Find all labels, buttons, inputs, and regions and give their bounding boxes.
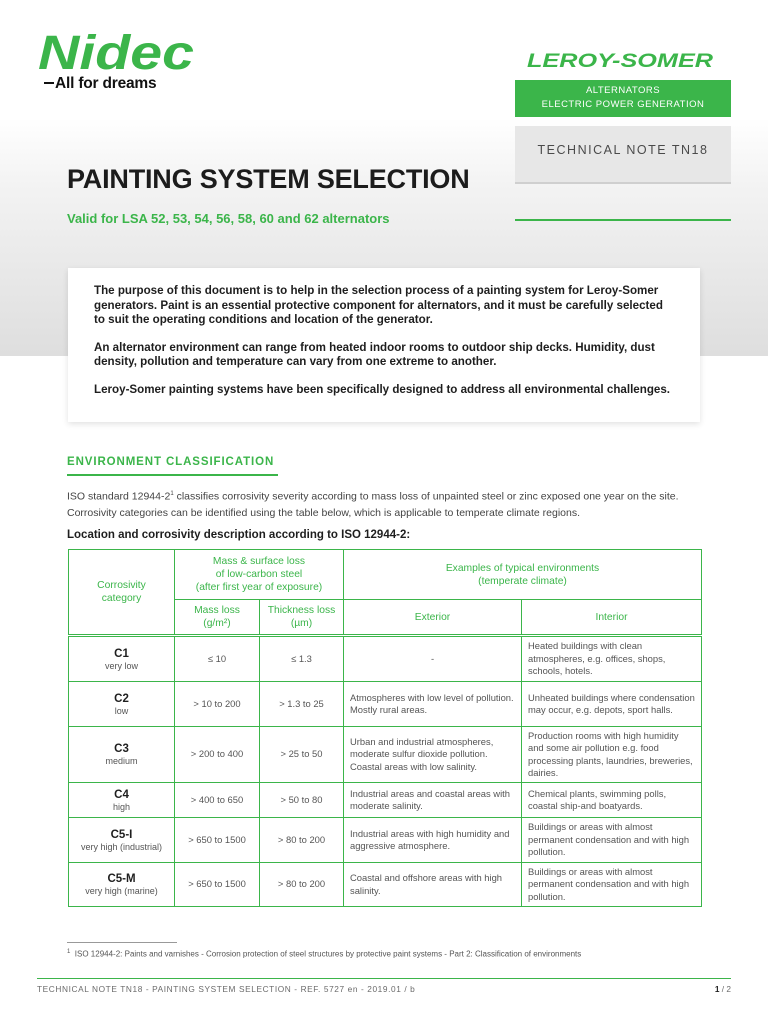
mass-loss-cell: > 650 to 1500 [175, 863, 260, 907]
header-corrosivity-category [69, 550, 175, 635]
footer-text: TECHNICAL NOTE TN18 - PAINTING SYSTEM SELECTION - REF. 5727 en - 2019.01 / b [37, 984, 416, 994]
category-code: C3 [114, 743, 129, 755]
body-text-part-1: ISO standard 12944-2 [67, 490, 171, 503]
thickness-loss-cell: > 1.3 to 25 [260, 682, 344, 727]
thickness-loss-cell: > 80 to 200 [260, 863, 344, 907]
technical-note-label: TECHNICAL NOTE TN18 [537, 143, 709, 157]
category-code: C5-M [107, 873, 136, 885]
page-subtitle: Valid for LSA 52, 53, 54, 56, 58, 60 and 62 alternators [67, 211, 390, 226]
page-current: 1 [714, 984, 720, 994]
leroy-somer-wordmark-graphic [515, 42, 725, 78]
thickness-loss-cell: ≤ 1.3 [260, 637, 344, 682]
category-desc: high [112, 801, 130, 812]
table-row [69, 727, 702, 783]
category-code: C2 [114, 692, 129, 705]
title-divider [515, 219, 731, 221]
footnote [67, 949, 581, 959]
header-category-text: Corrosivity category [97, 580, 146, 604]
header-mass-loss-line-2: (g/m²) [203, 618, 231, 629]
exterior-cell: Coastal and offshore areas with high salinity. [344, 863, 522, 907]
interior-cell: Chemical plants, swimming polls, coastal ship-and boatyards. [522, 783, 702, 818]
category-cell [69, 637, 175, 682]
category-desc: very low [104, 660, 138, 671]
header-thickness-line-1: Thickness loss [267, 605, 336, 616]
header-examples-line-2: (temperate climate) [478, 575, 567, 587]
intro-paragraph-2: An alternator environment can range from heated indoor rooms to outdoor ship decks. Humidity, dust density, pollution and temperature can vary from one extreme to another. [94, 340, 655, 368]
footnote-reference: 1 [170, 491, 174, 497]
page-number [715, 984, 731, 994]
nidec-wordmark-graphic [38, 30, 196, 74]
footnote-divider [67, 942, 177, 943]
leroy-somer-logo [515, 42, 725, 78]
footnote-text: ISO 12944-2: Paints and varnishes - Corrosion protection of steel structures by protective paint systems - Part 2: Classification of environments [74, 949, 582, 959]
header-mass-surface-loss [175, 550, 344, 600]
technical-note-underline [515, 182, 731, 184]
category-line-2: ELECTRIC POWER GENERATION [541, 99, 705, 110]
footer-divider [37, 978, 731, 979]
page-total: / 2 [719, 984, 731, 994]
header-mass-line-1: Mass & surface loss [212, 556, 306, 567]
body-text-part-2: classifies corrosivity severity according to mass loss of unpainted steel or zinc exposed one year on the site. Corrosivity categories can be identified using the table below, which is applicable to temperate climate regions. [67, 490, 679, 519]
mass-loss-cell: > 650 to 1500 [175, 818, 260, 863]
category-cell [69, 818, 175, 863]
corrosivity-table-header [68, 549, 702, 635]
thickness-loss-cell: > 80 to 200 [260, 818, 344, 863]
header-interior: Interior [522, 600, 702, 635]
category-cell [69, 783, 175, 818]
header-mass-loss [175, 600, 260, 635]
interior-cell: Buildings or areas with almost permanent condensation and with high pollution. [522, 818, 702, 863]
section-body-text [67, 486, 707, 521]
header-exterior: Exterior [344, 600, 522, 635]
exterior-cell: Industrial areas with high humidity and aggressive atmosphere. [344, 818, 522, 863]
page-title: PAINTING SYSTEM SELECTION [67, 164, 470, 194]
table-row [69, 637, 702, 682]
section-heading-underline [67, 474, 278, 476]
nidec-tagline [44, 75, 156, 93]
category-desc: medium [105, 756, 138, 766]
category-code: C5-I [110, 828, 133, 841]
tagline-dash-icon [44, 82, 54, 84]
technical-note-box [515, 126, 731, 184]
header-thickness-loss [260, 600, 344, 635]
corrosivity-table-body [68, 636, 702, 907]
mass-loss-cell: > 10 to 200 [175, 682, 260, 727]
category-desc: low [114, 705, 129, 716]
mass-loss-cell: > 200 to 400 [175, 727, 260, 783]
interior-cell: Buildings or areas with almost permanent condensation and with high pollution. [522, 863, 702, 907]
intro-card [68, 268, 700, 422]
header-examples-line-1: Examples of typical environments [445, 562, 600, 574]
exterior-cell: Atmospheres with low level of pollution. Mostly rural areas. [344, 682, 522, 727]
header-thickness-line-2: (µm) [290, 618, 313, 629]
category-cell [69, 682, 175, 727]
footnote-marker: 1 [67, 949, 71, 955]
section-heading: ENVIRONMENT CLASSIFICATION [67, 456, 275, 468]
exterior-cell: - [344, 637, 522, 682]
nidec-tagline-text: All for dreams [55, 75, 157, 92]
mass-loss-cell: ≤ 10 [175, 637, 260, 682]
table-row [69, 682, 702, 727]
table-caption: Location and corrosivity description according to ISO 12944-2: [67, 529, 411, 541]
category-cell [69, 727, 175, 783]
category-code: C4 [114, 788, 129, 801]
product-category-box [515, 80, 731, 117]
nidec-logo [38, 30, 198, 98]
table-row [69, 863, 702, 907]
interior-cell: Production rooms with high humidity and some air pollution e.g. food processing plants, laundries, breweries, dairies. [522, 727, 702, 783]
category-line-1: ALTERNATORS [585, 85, 661, 96]
nidec-wordmark [38, 30, 196, 74]
nidec-wordmark-text: Nidec [38, 30, 194, 74]
mass-loss-cell: > 400 to 650 [175, 783, 260, 818]
category-code: C1 [114, 647, 129, 660]
header-mass-line-3: (after first year of exposure) [195, 582, 323, 593]
table-row [69, 783, 702, 818]
category-desc: very high (marine) [85, 886, 158, 896]
interior-cell: Unheated buildings where condensation may occur, e.g. depots, sport halls. [522, 682, 702, 727]
category-desc: very high (industrial) [80, 841, 163, 852]
category-cell [69, 863, 175, 907]
exterior-cell: Urban and industrial atmospheres, moderate sulfur dioxide pollution. Coastal areas with low salinity. [344, 727, 522, 783]
interior-cell: Heated buildings with clean atmospheres, e.g. offices, shops, schools, hotels. [522, 637, 702, 682]
header-mass-loss-line-1: Mass loss [194, 605, 240, 616]
exterior-cell: Industrial areas and coastal areas with moderate salinity. [344, 783, 522, 818]
thickness-loss-cell: > 50 to 80 [260, 783, 344, 818]
intro-paragraph-1: The purpose of this document is to help in the selection process of a painting system for Leroy-Somer generators. Paint is an essential protective component for alternators, and it must be carefully selected to suit the operating conditions and location of the generator. [94, 284, 663, 326]
table-row [69, 818, 702, 863]
leroy-somer-wordmark-text: LEROY-SOMER [527, 51, 714, 72]
thickness-loss-cell: > 25 to 50 [260, 727, 344, 783]
intro-paragraph-3: Leroy-Somer painting systems have been specifically designed to address all environmental challenges. [94, 382, 671, 396]
header-mass-line-2: of low-carbon steel [215, 569, 303, 580]
header-examples [344, 550, 702, 600]
